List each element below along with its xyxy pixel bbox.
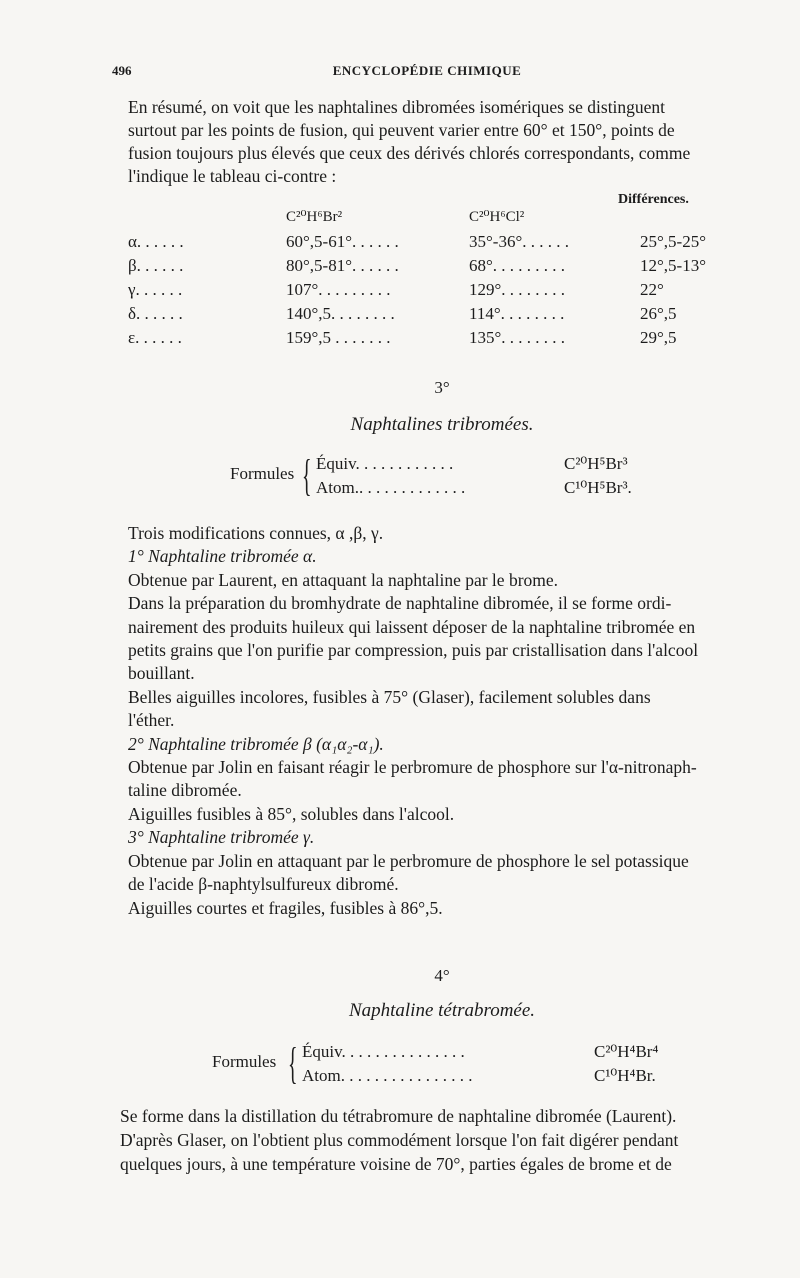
col2-header: C²⁰H⁶Cl² xyxy=(469,209,525,225)
section-title: Naphtaline tétrabromée. xyxy=(348,1000,536,1021)
equiv-label: Équiv. . . . . . . . . . . . xyxy=(316,454,454,473)
text-line: Aiguilles fusibles à 85°, solubles dans l'alcool. xyxy=(128,803,455,824)
text-line: de l'acide β-naphtylsulfureux dibromé. xyxy=(128,874,399,895)
text-line: petits grains que l'on purifie par compression, puis par cristallisation dans l'alcool xyxy=(128,640,699,661)
table-header-row xyxy=(128,207,760,229)
text-line: Dans la préparation du bromhydrate de naphtaline dibromée, il se forme ordi- xyxy=(128,593,672,614)
formula-block xyxy=(230,450,630,502)
equiv-value: C²⁰H⁵Br³ xyxy=(564,454,628,473)
section-number: 4° xyxy=(434,966,450,985)
section-number: 3° xyxy=(434,378,450,397)
formulas-label: Formules xyxy=(230,464,295,483)
text-line: Obtenue par Jolin en faisant réagir le perbromure de phosphore sur l'α-nitronaph- xyxy=(128,757,697,778)
text-line: l'indique le tableau ci-contre : xyxy=(128,166,337,186)
text-line: Trois modifications connues, α ,β, γ. xyxy=(128,523,384,543)
row-diff: 26°,5 xyxy=(640,304,677,323)
text-line: Obtenue par Jolin en attaquant par le perbromure de phosphore le sel potassique xyxy=(128,850,689,871)
formula-block xyxy=(212,1038,659,1090)
atom-label: Atom.. . . . . . . . . . . . . xyxy=(316,478,466,497)
row-c2: 129°. . . . . . . . xyxy=(469,280,566,299)
formulas-label: Formules xyxy=(212,1052,277,1071)
subheading: 3° Naphtaline tribromée γ. xyxy=(128,827,315,848)
row-c1: 107°. . . . . . . . . xyxy=(286,280,391,299)
row-label: β. . . . . . xyxy=(128,256,184,275)
running-header xyxy=(112,63,742,85)
row-c1: 159°,5 . . . . . . . xyxy=(286,328,391,347)
row-label: α. . . . . . xyxy=(128,232,184,251)
col1-header: C²⁰H⁶Br² xyxy=(286,209,343,225)
row-label: γ. . . . . . xyxy=(128,280,183,299)
text-line: Aiguilles courtes et fragiles, fusibles à 86°,5. xyxy=(128,897,443,918)
subheading: 1° Naphtaline tribromée α. xyxy=(128,546,317,567)
text-line: surtout par les points de fusion, qui peuvent varier entre 60° et 150°, points de xyxy=(128,120,675,140)
row-diff: 12°,5-13° xyxy=(640,256,707,275)
row-c1: 140°,5. . . . . . . . xyxy=(286,304,395,323)
brace-glyph: { xyxy=(288,1039,298,1088)
row-c2: 68°. . . . . . . . . xyxy=(469,256,566,275)
row-label: ε. . . . . . xyxy=(128,328,182,347)
row-c2: 35°-36°. . . . . . xyxy=(469,232,570,251)
equiv-label: Équiv. . . . . . . . . . . . . . . xyxy=(302,1042,465,1061)
row-c2: 135°. . . . . . . . xyxy=(469,328,566,347)
row-c2: 114°. . . . . . . . xyxy=(469,304,565,323)
text-line: Obtenue par Laurent, en attaquant la naphtaline par le brome. xyxy=(128,569,559,590)
text-line: quelques jours, à une température voisine de 70°, parties égales de brome et de xyxy=(120,1154,672,1174)
equiv-value: C²⁰H⁴Br⁴ xyxy=(594,1042,659,1061)
text-line: fusion toujours plus élevés que ceux des dérivés chlorés correspondants, comme xyxy=(128,143,691,163)
comparison-table xyxy=(128,190,760,365)
brace-glyph: { xyxy=(302,451,312,500)
running-title: ENCYCLOPÉDIE CHIMIQUE xyxy=(332,63,522,78)
atom-label: Atom. . . . . . . . . . . . . . . . xyxy=(302,1066,473,1085)
text-line: l'éther. xyxy=(128,710,175,731)
section4-body xyxy=(120,1104,760,1176)
text-line: nairement des produits huileux qui laissent déposer de la naphtaline tribromée en xyxy=(128,616,696,637)
intro-paragraph xyxy=(128,96,756,188)
atom-value: C¹⁰H⁴Br. xyxy=(594,1066,656,1085)
section-title: Naphtalines tribromées. xyxy=(350,414,534,435)
page-number: 496 xyxy=(112,63,132,78)
section3-body xyxy=(128,522,756,920)
text-line: Belles aiguilles incolores, fusibles à 75° (Glaser), facilement solubles dans xyxy=(128,686,651,707)
row-diff: 29°,5 xyxy=(640,328,677,347)
text-line: D'après Glaser, on l'obtient plus commodément lorsque l'on fait digérer pendant xyxy=(120,1130,679,1150)
text-line: Se forme dans la distillation du tétrabromure de naphtaline dibromée (Laurent). xyxy=(120,1106,677,1126)
text-line: En résumé, on voit que les naphtalines dibromées isomériques se distinguent xyxy=(128,97,666,117)
text-line: bouillant. xyxy=(128,663,195,684)
row-c1: 80°,5-81°. . . . . . xyxy=(286,256,399,275)
row-diff: 22° xyxy=(640,280,664,299)
row-diff: 25°,5-25° xyxy=(640,232,707,251)
text-line: taline dibromée. xyxy=(128,780,242,801)
atom-value: C¹⁰H⁵Br³. xyxy=(564,478,632,497)
diff-header: Différences. xyxy=(618,192,689,207)
row-c1: 60°,5-61°. . . . . . xyxy=(286,232,399,251)
row-label: δ. . . . . . xyxy=(128,304,183,323)
subheading: 2° Naphtaline tribromée β (α₁α₂-α₁). xyxy=(128,733,384,754)
